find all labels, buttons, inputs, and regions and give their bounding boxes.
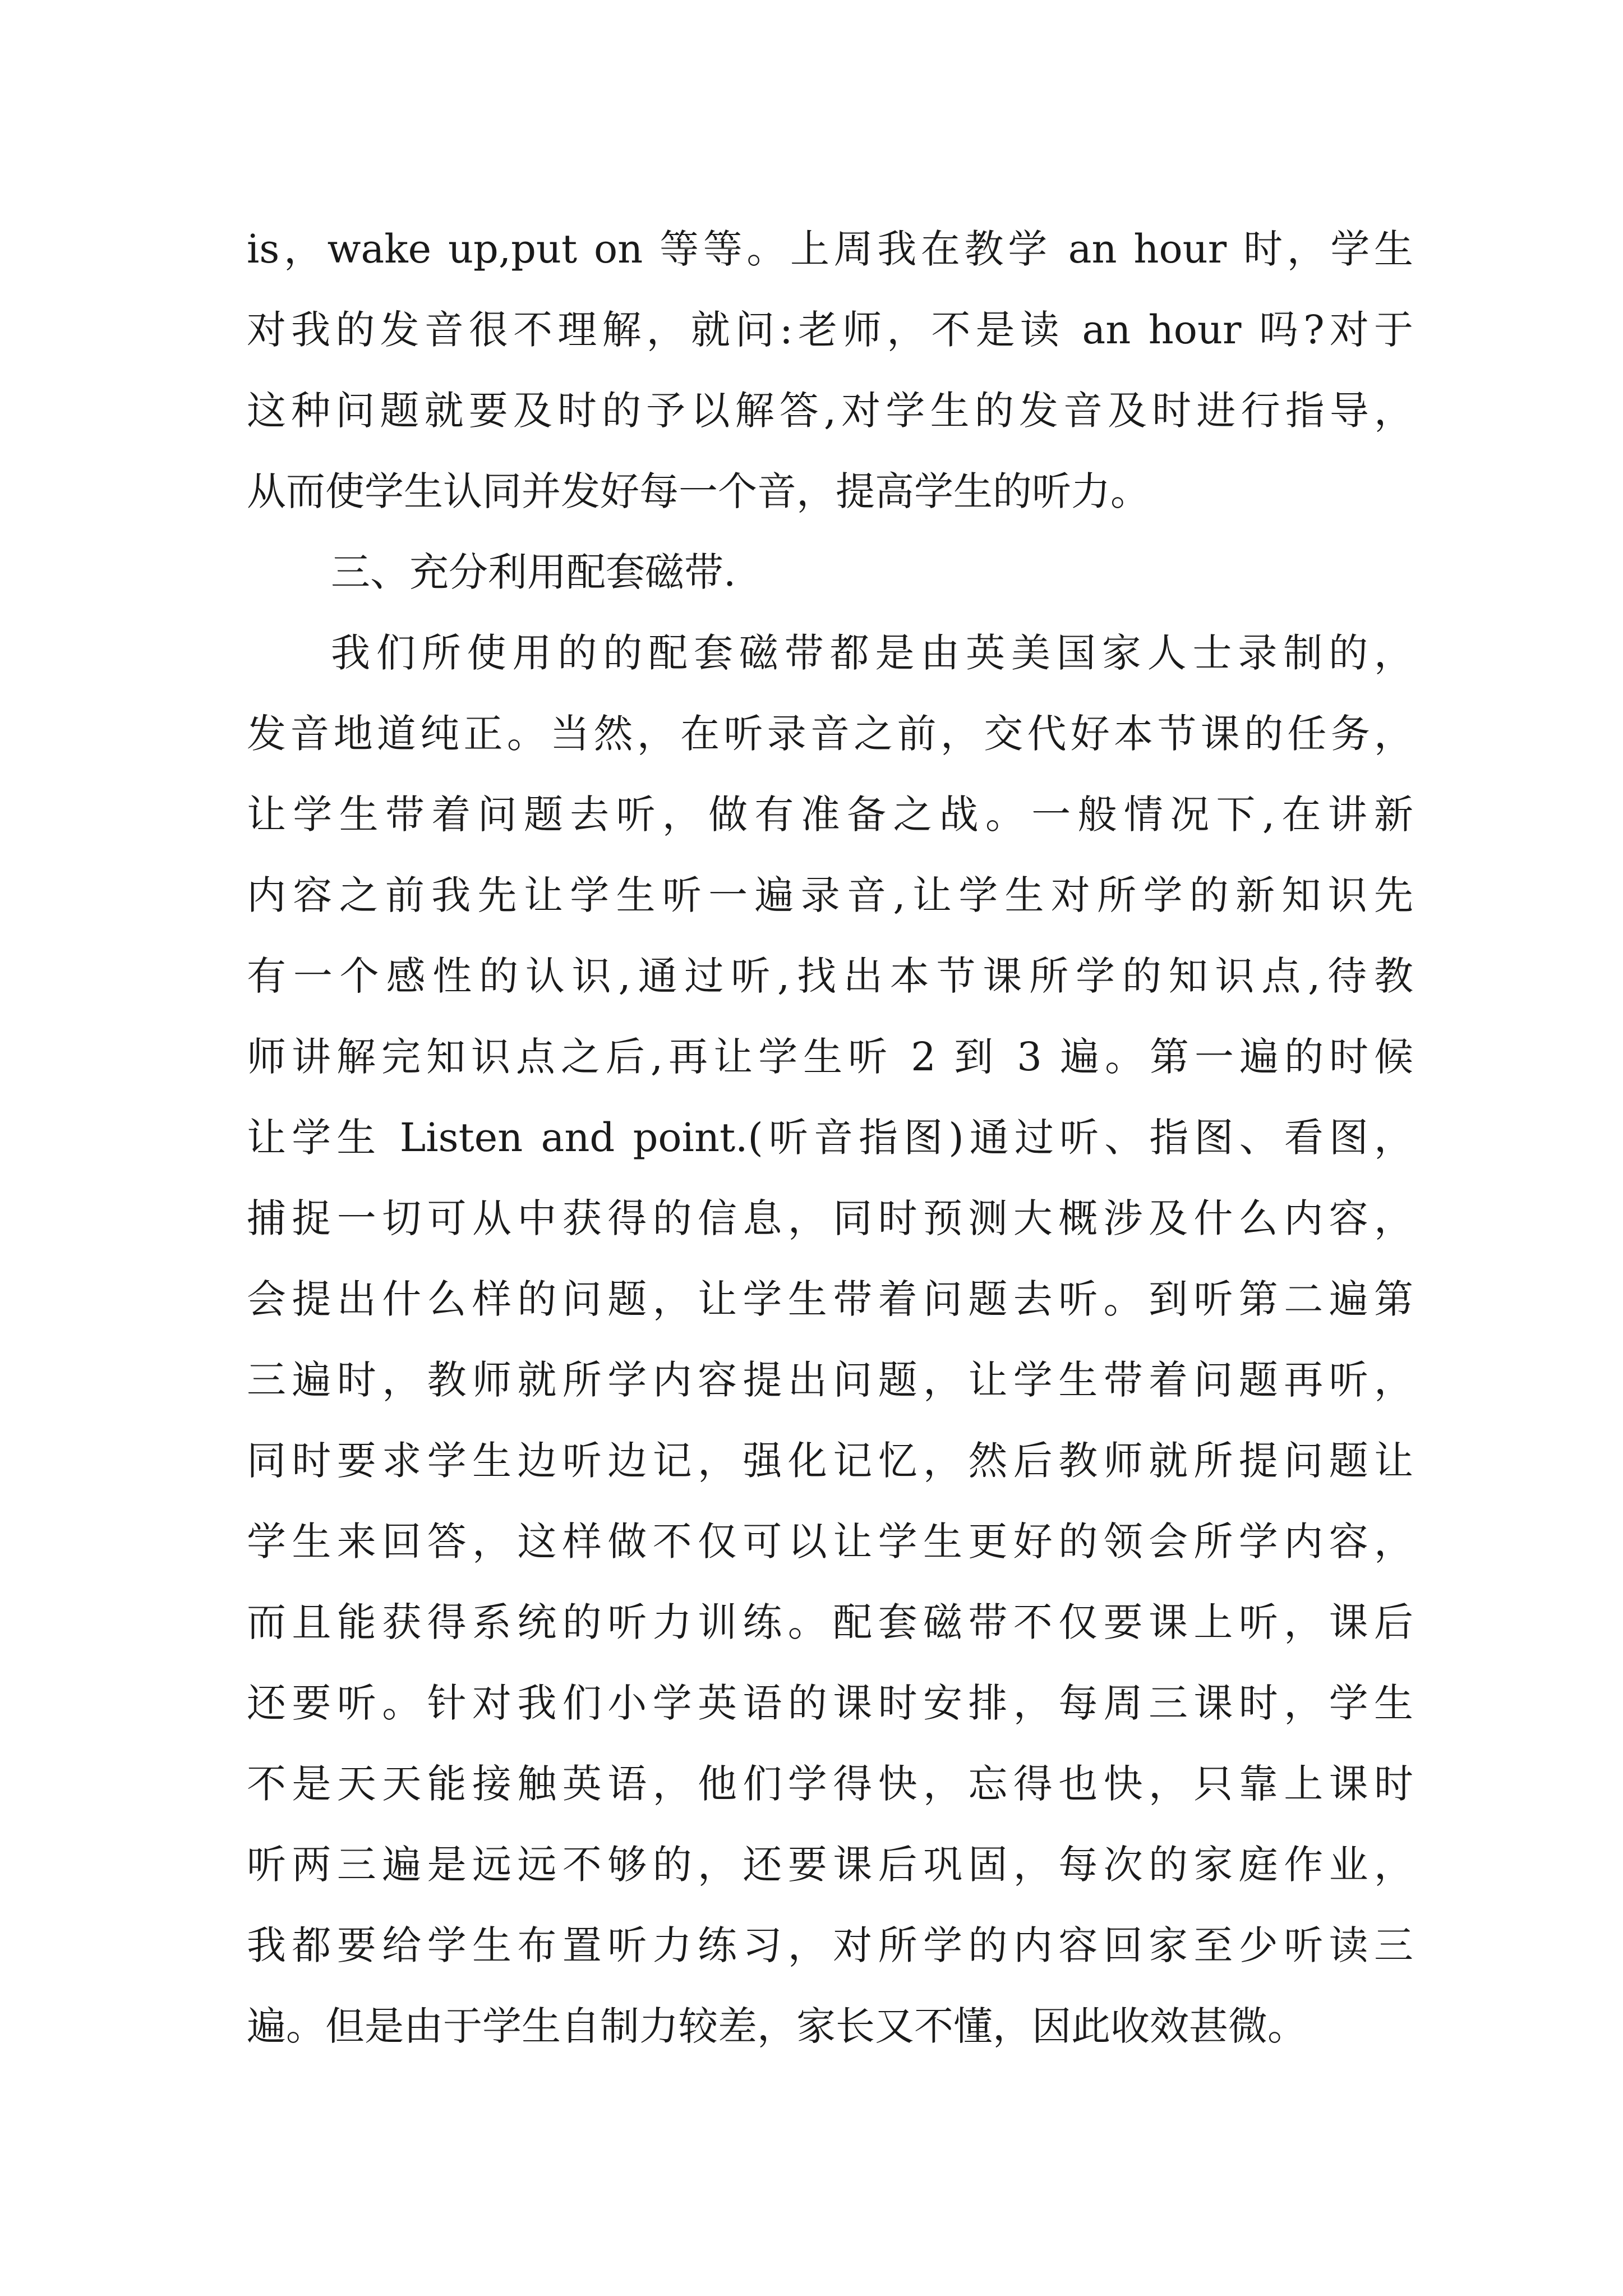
text-line: 学生来回答，这样做不仅可以让学生更好的领会所学内容， bbox=[247, 1519, 1413, 1565]
text-line: 我都要给学生布置听力练习，对所学的内容回家至少听读三 bbox=[247, 1922, 1413, 1968]
text-line: 听两三遍是远远不够的，还要课后巩固，每次的家庭作业， bbox=[247, 1842, 1413, 1888]
text-line: 对我的发音很不理解，就问:老师，不是读 an hour 吗?对于 bbox=[247, 307, 1413, 353]
text-line: 我们所使用的的配套磁带都是由英美国家人士录制的， bbox=[331, 630, 1413, 676]
section-heading: 三、充分利用配套磁带. bbox=[331, 549, 736, 595]
text-line: 同时要求学生边听边记，强化记忆，然后教师就所提问题让 bbox=[247, 1438, 1413, 1484]
text-line: 这种问题就要及时的予以解答,对学生的发音及时进行指导， bbox=[247, 388, 1413, 434]
text-line: 会提出什么样的问题，让学生带着问题去听。到听第二遍第 bbox=[247, 1276, 1413, 1322]
text-line: 内容之前我先让学生听一遍录音,让学生对所学的新知识先 bbox=[247, 872, 1413, 918]
text-line: 师讲解完知识点之后,再让学生听 2 到 3 遍。第一遍的时候 bbox=[247, 1034, 1413, 1080]
text-line: 让学生带着问题去听，做有准备之战。一般情况下,在讲新 bbox=[247, 792, 1413, 838]
text-line: 三遍时，教师就所学内容提出问题，让学生带着问题再听， bbox=[247, 1357, 1413, 1403]
text-line: is，wake up,put on 等等。上周我在教学 an hour 时，学生 bbox=[247, 226, 1413, 272]
text-line: 从而使学生认同并发好每一个音，提高学生的听力。 bbox=[247, 468, 1150, 514]
text-line: 遍。但是由于学生自制力较差，家长又不懂，因此收效甚微。 bbox=[247, 2003, 1307, 2049]
text-line: 不是天天能接触英语，他们学得快，忘得也快，只靠上课时 bbox=[247, 1761, 1413, 1807]
text-line: 还要听。针对我们小学英语的课时安排，每周三课时，学生 bbox=[247, 1680, 1413, 1726]
text-line: 发音地道纯正。当然，在听录音之前，交代好本节课的任务， bbox=[247, 711, 1413, 757]
text-line: 而且能获得系统的听力训练。配套磁带不仅要课上听，课后 bbox=[247, 1599, 1413, 1645]
text-line: 捕捉一切可从中获得的信息，同时预测大概涉及什么内容， bbox=[247, 1195, 1413, 1241]
text-line: 让学生 Listen and point.(听音指图)通过听、指图、看图， bbox=[247, 1115, 1413, 1161]
text-line: 有一个感性的认识,通过听,找出本节课所学的知识点,待教 bbox=[247, 953, 1413, 999]
body-text bbox=[247, 209, 1413, 2067]
